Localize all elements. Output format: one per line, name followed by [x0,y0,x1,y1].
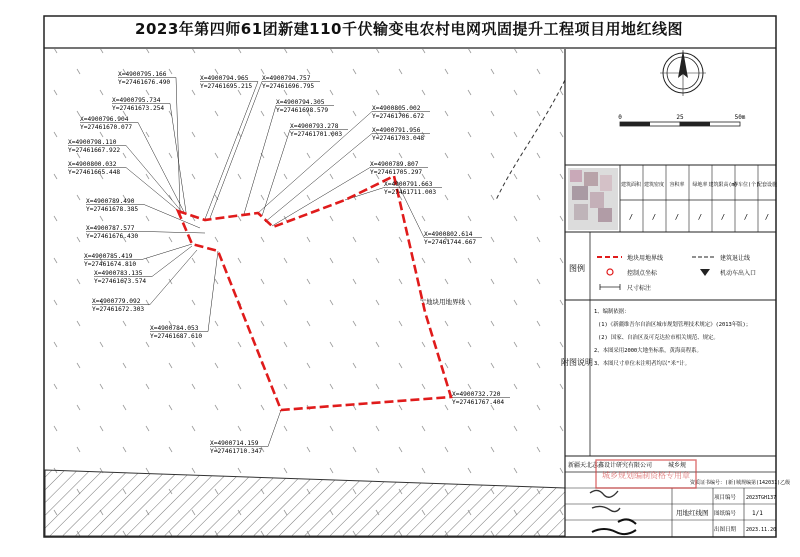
coord-x-label: X=4900794.757 [262,75,311,82]
table-header: 配套设施 [756,182,778,188]
table-header: 建筑面积 [620,182,642,188]
table-value: / [764,213,770,221]
coord-y-label: Y=27461674.810 [84,261,137,268]
coord-y-label: Y=27461676.430 [86,233,139,240]
table-header: 建筑密度 [643,182,665,188]
table-value: / [651,213,657,221]
sheet-label: 图纸编号 [714,511,737,517]
coord-y-label: Y=27461744.667 [424,239,477,246]
coord-x-label: X=4900787.577 [86,225,135,232]
svg-text:城乡规划编制资格专用章: 城乡规划编制资格专用章 [602,471,690,480]
coord-x-label: X=4900794.305 [276,99,325,106]
coord-x-label: X=4900789.490 [86,198,135,205]
note-line: (2) 国家、自治区及可克达拉市相关规范、规定。 [598,335,719,341]
drawing-name: 用地红线图 [676,509,709,517]
table-value: / [628,213,634,221]
coord-x-label: X=4900789.807 [370,161,419,168]
page-title: 2023年第四师61团新建110千伏输变电农村电网巩固提升工程项目用地红线图 [135,20,683,38]
coord-x-label: X=4900791.956 [372,127,421,134]
coord-y-label: Y=27461703.048 [372,135,425,142]
note-line: 3、本图尺寸单位未注明者均以"米"计。 [594,361,690,367]
table-value: / [743,213,749,221]
coord-y-label: Y=27461698.579 [276,107,329,114]
project-no: 2023TGH137 [746,495,777,501]
coord-x-label: X=4900805.002 [372,105,421,112]
coord-x-label: X=4900784.053 [150,325,199,332]
table-header: 绿地率 [692,182,708,188]
coord-x-label: X=4900802.614 [424,231,473,238]
table-header: 建筑限高(m) [708,182,738,188]
boundary-label: 地块用地界线 [426,298,465,306]
legend-item-entrance: 机动车出入口 [720,270,757,277]
coord-y-label: Y=27461705.297 [370,169,423,176]
date-label: 出图日期 [714,527,737,533]
scale-tick-25: 25 [676,114,684,121]
sheet-number: 1/1 [752,510,763,517]
cert-number: 资质证书编号：(新)城规编第(142031)乙级 [690,480,791,486]
table-value: / [697,213,703,221]
coord-y-label: Y=27461665.448 [68,169,121,176]
table-header: 停车位(个) [732,182,760,188]
coord-x-label: X=4900795.734 [112,97,161,104]
company-name: 新疆天北志鑫设计研究有限公司 [568,462,653,469]
coord-x-label: X=4900785.419 [84,253,133,260]
legend-item-control-point: 控制点坐标 [627,270,658,277]
legend-item-setback: 建筑退让线 [720,255,751,262]
coord-x-label: X=4900779.092 [92,298,141,305]
legend-heading: 图例 [569,264,585,273]
vehicle-entrance-icon [700,269,710,276]
coord-y-label: Y=27461673.574 [94,278,147,285]
legend [565,232,776,300]
coord-x-label: X=4900732.720 [452,391,501,398]
table-value: / [720,213,726,221]
coord-y-label: Y=27461710.347 [210,448,263,455]
issue-date: 2023.11.20 [746,527,777,533]
coord-y-label: Y=27461672.303 [92,306,145,313]
coord-x-label: X=4900800.032 [68,161,117,168]
signature-4 [592,529,636,534]
note-line: 2、本图采用2000大地坐标系，黄海高程系。 [594,348,702,354]
coord-x-label: X=4900795.166 [118,71,167,78]
notes-heading: 附图说明 [561,358,593,367]
table-value: / [674,213,680,221]
coord-x-label: X=4900793.278 [290,123,339,130]
coord-y-label: Y=27461706.672 [372,113,425,120]
coord-y-label: Y=27461676.490 [118,79,171,86]
coord-y-label: Y=27461695.215 [200,83,253,90]
project-no-label: 项目编号 [714,495,737,501]
note-line: (1)《新疆维吾尔自治区城市规划管理技术规定》(2013年版)； [598,322,752,328]
coord-x-label: X=4900783.135 [94,270,143,277]
title-block [565,460,790,537]
scale-bar [618,114,746,126]
coord-y-label: Y=27461673.254 [112,105,165,112]
signature-1 [590,490,618,497]
scale-tick-0: 0 [618,114,622,121]
coord-x-label: X=4900714.159 [210,440,259,447]
coord-y-label: Y=27461767.404 [452,399,505,406]
cert-prefix: 城乡规 [668,462,687,469]
coord-y-label: Y=27461696.795 [262,83,315,90]
note-line: 1、编制依据： [594,309,630,315]
table-header: 容积率 [669,182,685,188]
legend-item-dimension: 尺寸标注 [627,285,652,292]
coord-x-label: X=4900794.965 [200,75,249,82]
legend-item-redline: 地块用地界线 [627,255,664,262]
coord-x-label: X=4900798.110 [68,139,117,146]
coord-y-label: Y=27461687.610 [150,333,203,340]
obscured-region [568,168,618,230]
coord-y-label: Y=27461701.003 [290,131,343,138]
coord-x-label: X=4900796.904 [80,116,129,123]
coord-y-label: Y=27461711.003 [384,189,437,196]
coord-y-label: Y=27461678.385 [86,206,139,213]
signature-2 [592,506,620,511]
notes [561,300,776,456]
coord-y-label: Y=27461667.922 [68,147,121,154]
coord-y-label: Y=27461670.077 [80,124,133,131]
scale-tick-50: 50m [734,114,746,121]
coord-x-label: X=4900791.663 [384,181,433,188]
